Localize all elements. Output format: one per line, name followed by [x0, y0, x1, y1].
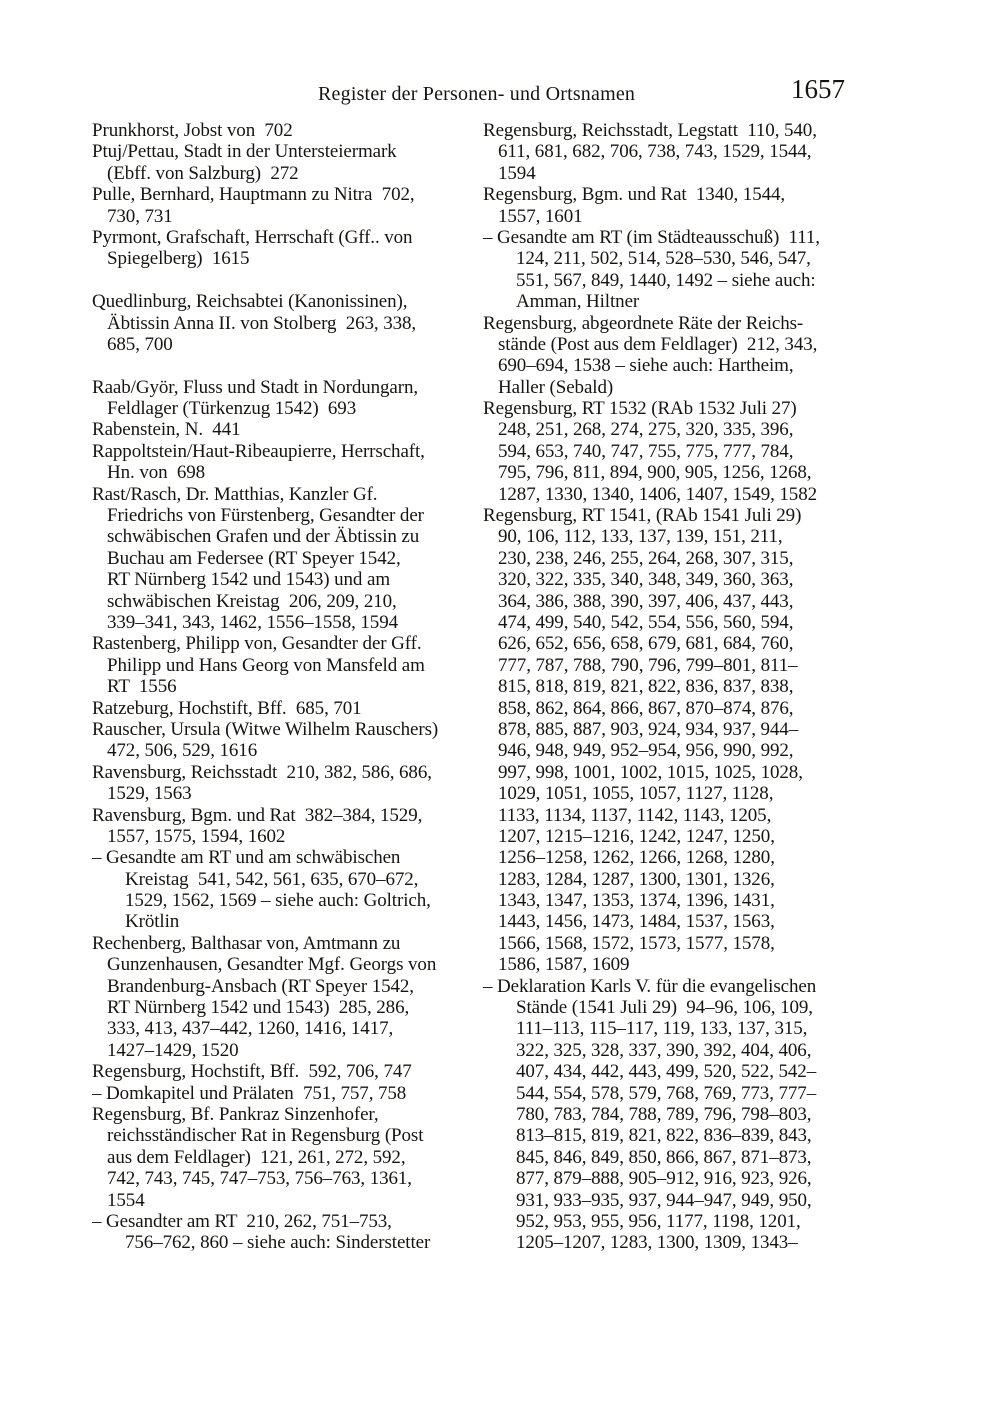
index-line: 946, 948, 949, 952–954, 956, 990, 992,	[498, 740, 794, 762]
index-line: 364, 386, 388, 390, 397, 406, 437, 443,	[498, 590, 794, 612]
index-line: 544, 554, 578, 579, 768, 769, 773, 777–	[516, 1082, 817, 1104]
index-line: 626, 652, 656, 658, 679, 681, 684, 760,	[498, 633, 794, 655]
index-line: 551, 567, 849, 1440, 1492 – siehe auch:	[516, 269, 816, 291]
index-line: Regensburg, abgeordnete Räte der Reichs-	[483, 312, 804, 334]
index-line: 322, 325, 328, 337, 390, 392, 404, 406,	[516, 1039, 812, 1061]
index-line: Regensburg, Reichsstadt, Legstatt 110, 540,	[483, 120, 817, 141]
index-line: 1205–1207, 1283, 1300, 1309, 1343–	[516, 1232, 798, 1254]
index-line: 815, 818, 819, 821, 822, 836, 837, 838,	[498, 676, 794, 698]
index-line: Rechenberg, Balthasar von, Amtmann zu	[92, 932, 401, 954]
index-line: Rappoltstein/Haut-Ribeaupierre, Herrschaft,	[92, 440, 425, 462]
index-line: 878, 885, 887, 903, 924, 934, 937, 944–	[498, 718, 799, 740]
index-line: 756–762, 860 – siehe auch: Sinderstetter	[125, 1232, 431, 1254]
index-line: 730, 731	[107, 205, 173, 227]
blank-line	[92, 355, 480, 376]
index-line: 407, 434, 442, 443, 499, 520, 522, 542–	[516, 1061, 817, 1083]
index-line: Ravensburg, Bgm. und Rat 382–384, 1529,	[92, 804, 423, 826]
index-line: Prunkhorst, Jobst von 702	[92, 120, 293, 141]
index-line: Quedlinburg, Reichsabtei (Kanonissinen),	[92, 291, 408, 313]
index-line: – Deklaration Karls V. für die evangelischen	[483, 975, 817, 997]
index-line: Feldlager (Türkenzug 1542) 693	[107, 398, 357, 420]
index-line: – Domkapitel und Prälaten 751, 757, 758	[92, 1082, 407, 1104]
index-line: RT Nürnberg 1542 und 1543) 285, 286,	[107, 997, 410, 1019]
index-line: Spiegelberg) 1615	[107, 248, 250, 270]
index-line: Haller (Sebald)	[498, 376, 614, 398]
index-line: Ravensburg, Reichsstadt 210, 382, 586, 686,	[92, 761, 432, 783]
index-line: Regensburg, RT 1532 (RAb 1532 Juli 27)	[483, 398, 797, 420]
index-line: 594, 653, 740, 747, 755, 775, 777, 784,	[498, 440, 794, 462]
index-line: 90, 106, 112, 133, 137, 139, 151, 211,	[498, 526, 783, 548]
index-line: 1029, 1051, 1055, 1057, 1127, 1128,	[498, 783, 774, 805]
index-line: schwäbischen Grafen und der Äbtissin zu	[107, 526, 420, 548]
index-line: 611, 681, 682, 706, 738, 743, 1529, 1544,	[498, 141, 812, 163]
index-line: Stände (1541 Juli 29) 94–96, 106, 109,	[516, 997, 813, 1019]
index-line: 1554	[107, 1189, 145, 1211]
index-line: Kreistag 541, 542, 561, 635, 670–672,	[125, 868, 419, 890]
index-line: 685, 700	[107, 333, 173, 355]
index-line: 1529, 1562, 1569 – siehe auch: Goltrich,	[125, 890, 431, 912]
index-line: 1594	[498, 162, 536, 184]
index-line: 845, 846, 849, 850, 866, 867, 871–873,	[516, 1146, 812, 1168]
index-line: 777, 787, 788, 790, 796, 799–801, 811–	[498, 654, 798, 676]
index-line: 1207, 1215–1216, 1242, 1247, 1250,	[498, 825, 775, 847]
index-line: Pulle, Bernhard, Hauptmann zu Nitra 702,	[92, 184, 415, 206]
index-line: Rauscher, Ursula (Witwe Wilhelm Rauschers)	[92, 718, 439, 740]
index-line: 230, 238, 246, 255, 264, 268, 307, 315,	[498, 547, 794, 569]
index-column-right	[483, 120, 915, 1254]
index-line: Raab/Györ, Fluss und Stadt in Nordungarn,	[92, 376, 419, 398]
index-line: stände (Post aus dem Feldlager) 212, 343,	[498, 333, 818, 355]
index-line: Regensburg, Bgm. und Rat 1340, 1544,	[483, 184, 786, 206]
index-line: 997, 998, 1001, 1002, 1015, 1025, 1028,	[498, 761, 803, 783]
index-line: 690–694, 1538 – siehe auch: Hartheim,	[498, 355, 794, 377]
index-line: Gunzenhausen, Gesandter Mgf. Georgs von	[107, 954, 437, 976]
index-line: Ratzeburg, Hochstift, Bff. 685, 701	[92, 697, 362, 719]
index-line: 1443, 1456, 1473, 1484, 1537, 1563,	[498, 911, 775, 933]
index-line: Pyrmont, Grafschaft, Herrschaft (Gff.. von	[92, 226, 413, 248]
running-head: Register der Personen- und Ortsnamen	[318, 83, 636, 105]
index-line: Buchau am Federsee (RT Speyer 1542,	[107, 547, 401, 569]
index-column-left	[92, 120, 480, 1254]
index-line: 931, 933–935, 937, 944–947, 949, 950,	[516, 1189, 812, 1211]
index-line: Friedrichs von Fürstenberg, Gesandter der	[107, 505, 424, 527]
index-line: 1557, 1575, 1594, 1602	[107, 825, 286, 847]
index-line: 877, 879–888, 905–912, 916, 923, 926,	[516, 1168, 812, 1190]
index-line: – Gesandte am RT und am schwäbischen	[92, 847, 401, 869]
index-line: Ptuj/Pettau, Stadt in der Untersteiermark	[92, 141, 397, 163]
index-line: 124, 211, 502, 514, 528–530, 546, 547,	[516, 248, 811, 270]
index-line: 1557, 1601	[498, 205, 583, 227]
index-line: 1427–1429, 1520	[107, 1039, 239, 1061]
index-line: Regensburg, Hochstift, Bff. 592, 706, 747	[92, 1061, 412, 1083]
index-line: 333, 413, 437–442, 1260, 1416, 1417,	[107, 1018, 394, 1040]
index-line: 1529, 1563	[107, 783, 192, 805]
blank-line	[92, 270, 480, 291]
index-line: 1283, 1284, 1287, 1300, 1301, 1326,	[498, 868, 775, 890]
index-line: Regensburg, RT 1541, (RAb 1541 Juli 29)	[483, 505, 802, 527]
index-line: 780, 783, 784, 788, 789, 796, 798–803,	[516, 1103, 812, 1125]
index-line: 1586, 1587, 1609	[498, 954, 630, 976]
index-line: 1256–1258, 1262, 1266, 1268, 1280,	[498, 847, 775, 869]
index-line: 339–341, 343, 1462, 1556–1558, 1594	[107, 611, 399, 633]
index-line: Brandenburg-Ansbach (RT Speyer 1542,	[107, 975, 414, 997]
index-line: Amman, Hiltner	[516, 291, 640, 313]
index-line: 952, 953, 955, 956, 1177, 1198, 1201,	[516, 1210, 801, 1232]
index-line: 813–815, 819, 821, 822, 836–839, 843,	[516, 1125, 812, 1147]
index-line: RT Nürnberg 1542 und 1543) und am	[107, 569, 390, 591]
index-line: schwäbischen Kreistag 206, 209, 210,	[107, 590, 397, 612]
index-line: Philipp und Hans Georg von Mansfeld am	[107, 654, 425, 676]
page-number: 1657	[791, 74, 845, 104]
index-line: – Gesandte am RT (im Städteausschuß) 111,	[483, 226, 820, 248]
index-line: (Ebff. von Salzburg) 272	[107, 162, 299, 184]
index-line: Äbtissin Anna II. von Stolberg 263, 338,	[107, 312, 417, 334]
index-line: Regensburg, Bf. Pankraz Sinzenhofer,	[92, 1103, 379, 1125]
index-line: aus dem Feldlager) 121, 261, 272, 592,	[107, 1146, 406, 1168]
index-line: 1133, 1134, 1137, 1142, 1143, 1205,	[498, 804, 772, 826]
index-line: 795, 796, 811, 894, 900, 905, 1256, 1268,	[498, 462, 812, 484]
index-line: Hn. von 698	[107, 462, 206, 484]
index-line: 248, 251, 268, 274, 275, 320, 335, 396,	[498, 419, 794, 441]
index-line: 111–113, 115–117, 119, 133, 137, 315,	[516, 1018, 808, 1040]
index-line: Rabenstein, N. 441	[92, 419, 241, 441]
index-line: Rastenberg, Philipp von, Gesandter der Gff.	[92, 633, 422, 655]
index-line: RT 1556	[107, 676, 177, 698]
index-line: 474, 499, 540, 542, 554, 556, 560, 594,	[498, 611, 794, 633]
index-line: Krötlin	[125, 911, 180, 933]
index-line: 472, 506, 529, 1616	[107, 740, 258, 762]
index-line: – Gesandter am RT 210, 262, 751–753,	[92, 1210, 392, 1232]
index-line: 1287, 1330, 1340, 1406, 1407, 1549, 1582	[498, 483, 818, 505]
index-line: 1343, 1347, 1353, 1374, 1396, 1431,	[498, 890, 775, 912]
index-line: 858, 862, 864, 866, 867, 870–874, 876,	[498, 697, 794, 719]
index-line: Rast/Rasch, Dr. Matthias, Kanzler Gf.	[92, 483, 378, 505]
index-line: 742, 743, 745, 747–753, 756–763, 1361,	[107, 1168, 412, 1190]
index-line: 320, 322, 335, 340, 348, 349, 360, 363,	[498, 569, 794, 591]
index-line: reichsständischer Rat in Regensburg (Post	[107, 1125, 424, 1147]
index-line: 1566, 1568, 1572, 1573, 1577, 1578,	[498, 932, 775, 954]
